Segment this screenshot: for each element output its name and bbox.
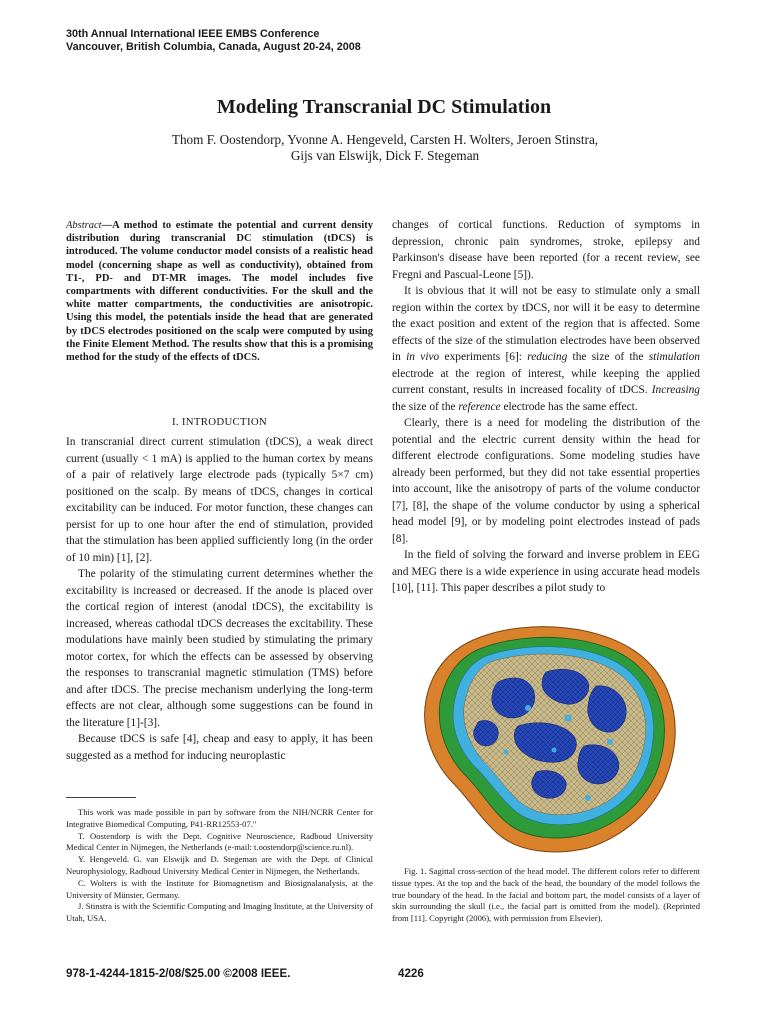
footnote: J. Stinstra is with the Scientific Computing and Imaging Institute, at the University of Utah, USA. — [66, 901, 373, 924]
text-run: electrode at the region of interest, while keeping the applied current constant, results in increased focality of tDCS. — [392, 367, 700, 396]
text-run: the size of the — [567, 351, 649, 363]
footnote: T. Oostendorp is with the Dept. Cognitive Neuroscience, Radboud University Medical Center in Nijmegen, the Netherlands (e-mail: t.oostendorp@science.ru.nl). — [66, 830, 373, 853]
paragraph: changes of cortical functions. Reduction of symptoms in depression, chronic pain syndromes, stroke, epilepsy and Parkinson's disease have been reported (for a recent review, see Fregni and Pascual-Leone [5]). — [392, 219, 700, 281]
paragraph: The polarity of the stimulating current determines whether the excitability is increased or decreased. If the anode is placed over the cortical region of interest (anodal tDCS), the excitability is increased, whereas cathodal tDCS decreases the excitability. These modulations have mainly been studied by stimulating the primary motor cortex, for which the effects can be assessed by observing the responses to transcranial magnetic stimulation (TMS) before and after tDCS. The precise mechanism underlying the long-term effects are not clear, although some suggestions can be found in the literature [1]-[3]. — [66, 568, 373, 729]
authors-line-2: Gijs van Elswijk, Dick F. Stegeman — [290, 148, 480, 163]
conference-name: 30th Annual International IEEE EMBS Conference — [66, 28, 320, 40]
emphasis: in vivo — [406, 351, 440, 363]
abstract — [66, 219, 373, 364]
paragraph: In transcranial direct current stimulation (tDCS), a weak direct current (usually < 1 mA) is applied to the human cortex by means of a pair of relatively large electrode pads (typically 5×7 cm) positioned on the scalp. By means of tDCS, changes in cortical excitability can be induced. For motor function, these changes can persist for up to one hour after the end of stimulation, provided that the stimulation has been applied sufficiently long (in the order of 10 min) [1], [2]. — [66, 436, 373, 564]
text-run: It is obvious that it will not be easy to stimulate only a small region within the cortex by tDCS, nor will it be easy to determine the exact position and extent of the region that is affected. Some effects of the size of the stimulation electrodes have been observed in — [392, 285, 700, 363]
paper-title: Modeling Transcranial DC Stimulation — [216, 96, 552, 118]
text-run: experiments [6]: — [439, 351, 528, 363]
footnote: Y. Hengeveld. G. van Elswijk and D. Stegeman are with the Dept. of Clinical Neurophysiology, Radboud University Medical Center in Nijmegen, the Netherlands. — [66, 854, 373, 876]
footnote: C. Wolters is with the Institute for Biomagnetism and Biosignalanalysis, at the University of Münster, Germany. — [66, 877, 373, 900]
footnote-divider — [66, 797, 136, 798]
abstract-text: —A method to estimate the potential and current density distribution during transcranial DC stimulation (tDCS) is introduced. The volume conductor model consists of a realistic head model (concerning shape as well as conductivity), obtained from T1-, PD- and DT-MR images. The model includes five compartments with different conductivities. For the skull and the white matter compartments, the conductivities are anisotropic. Using this model, the potentials inside the head that are generated by tDCS electrodes positioned on the scalp were computed by using the Finite Element Method. The results show that this is a promising method for the study of the effects of tDCS. — [66, 220, 373, 364]
emphasis: stimulation — [648, 351, 700, 363]
figure-caption — [392, 866, 700, 925]
footnotes — [66, 807, 373, 925]
paragraph — [392, 283, 700, 415]
abstract-label: Abstract — [66, 220, 102, 231]
emphasis: reducing — [527, 351, 568, 363]
right-column-body — [392, 217, 700, 597]
authors-line-1: Thom F. Oostendorp, Yvonne A. Hengeveld, Carsten H. Wolters, Jeroen Stinstra, — [171, 132, 599, 147]
text-run: the size of the — [392, 400, 459, 413]
footnote: This work was made possible in part by software from the NIH/NCRR Center for Integrative Biomedical Computing, P41-RR12553-07." — [66, 807, 373, 829]
conference-header — [66, 28, 361, 54]
text-run: electrode has the same effect. — [500, 400, 638, 413]
paragraph: In the field of solving the forward and inverse problem in EEG and MEG there is a wide experience in using accurate head models [10], [11]. This paper describes a pilot study to — [392, 549, 700, 594]
isbn-copyright: 978-1-4244-1815-2/08/$25.00 ©2008 IEEE. — [66, 967, 291, 980]
section-heading-introduction: I. INTRODUCTION — [171, 416, 268, 428]
head-model-figure — [418, 622, 680, 858]
author-list — [60, 132, 710, 164]
left-column-body — [66, 434, 373, 764]
conference-location: Vancouver, British Columbia, Canada, August 20-24, 2008 — [66, 41, 361, 53]
page-number: 4226 — [398, 967, 424, 980]
emphasis: reference — [458, 400, 501, 413]
caption-text: Fig. 1. Sagittal cross-section of the head model. The different colors refer to different tissue types. At the top and the back of the head, the boundary of the model follows the true boundary of the head. In the facial and bottom part, the model consists of a layer of skin surrounding the skull (i.e., the facial part is omitted from the model). (Reprinted from [11]. Copyright (2006), with permission from Elsevier). — [392, 866, 700, 924]
paragraph: Because tDCS is safe [4], cheap and easy to apply, it has been suggested as a method for inducing neuroplastic — [66, 733, 373, 762]
paragraph: Clearly, there is a need for modeling the distribution of the potential and the electric current density within the head for different electrode configurations. Some modeling studies have already been performed, but they did not take essential properties into account, like the anisotropy of parts of the volume conductor [7], [8], the shape of the volume conductor by using a spherical head model [9], or by modeling point electrodes instead of pads [8]. — [392, 417, 700, 545]
emphasis: Increasing — [651, 384, 700, 396]
